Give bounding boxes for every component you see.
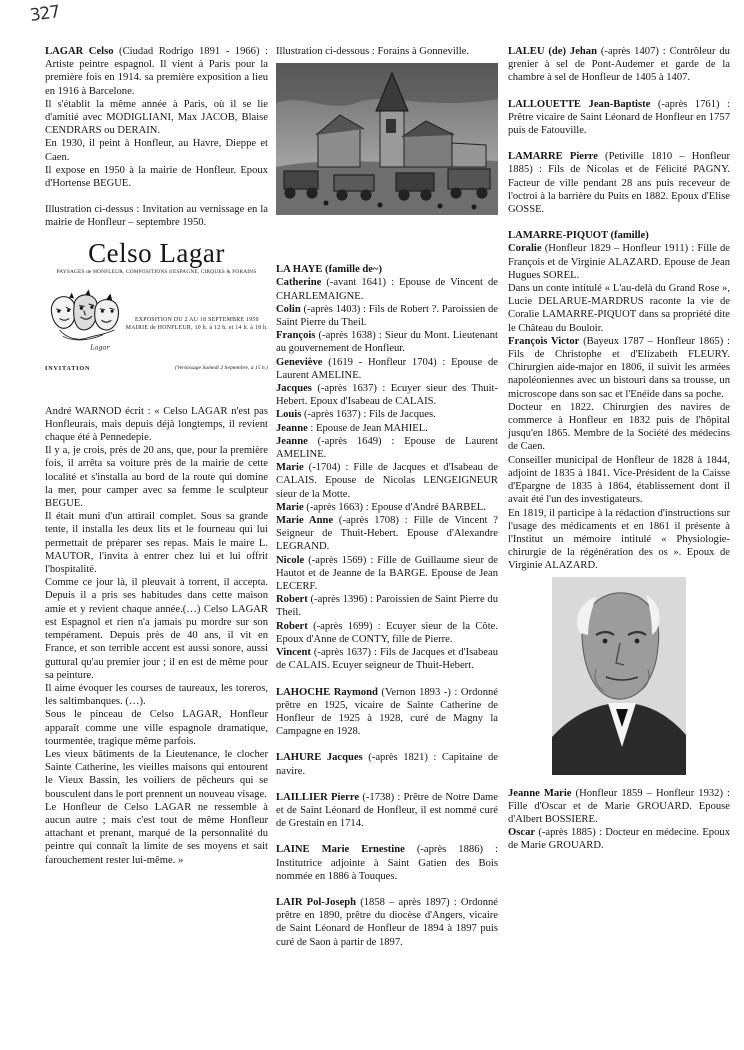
invitation-subtitle: PAYSAGES de HONFLEUR, COMPOSITIONS d'ESPAGNE, CIRQUES & FORAINS — [56, 268, 257, 275]
entry-text: (-après 1663) : Epouse d'André BARBEL. — [303, 501, 486, 513]
family-member-entry — [276, 461, 498, 501]
column-right — [508, 45, 730, 853]
paragraph: Dans un conte intitulé « L'au-delà du Grand Rose », Lucie DELARUE-MARDRUS raconte la vie de Coralie LAMARRE-PIQUOT dans sa propriété dite le Château du Bouloir. — [508, 283, 730, 334]
dictionary-entry — [276, 896, 498, 949]
entry-francois-victor: François Victor (Bayeux 1787 – Honfleur 1865) : Fils de Christophe et d'Elizabeth FLEURY. Chirurgien aide-major en 1806, il suivit les armées napoléoniennes avec un bistouri dans sa trousse, un microscope dans son sac et l'Enéide dans sa poche. — [508, 335, 730, 400]
entry-name: Jacques — [276, 383, 312, 395]
entry-laleu: LALEU (de) Jehan (-après 1407) : Contrôleur du grenier à sel de Pont-Audemer et garde de la chambre à sel de Honfleur de 1405 à 1407. — [508, 46, 730, 84]
paragraph: Le Honfleur de Celso LAGAR ne ressemble à aucun autre ; mais c'est tout de même Honfleur attachant et prenant, marqué de la personnalité du peintre qui connaît la limite de ses moyens et sait farouchement rester lui-même. » — [45, 801, 268, 866]
entry-lamarre-pierre: LAMARRE Pierre (Petiville 1810 – Honfleur 1885) : Fils de Nicolas et de Félicité PAGNY. Facteur de ville pendant 28 ans puis receveur de l'octroi à la barrière du Puits en 1882. Epoux d'Elise GOSSE. — [508, 151, 730, 216]
family-member-entry — [276, 435, 498, 461]
entry-name: Robert — [276, 620, 308, 632]
entry-text: (-après 1708) : Fille de Vincent ? Seigneur de Thuit-Hebert. Epouse d'Alexandre LEGRAND. — [276, 515, 499, 553]
paragraph: Il était muni d'un attirail complet. Sous sa grande tente, il installa les deux lits et le fourneau qui lui permettait de préparer ses repas. Mais le maire L. MAUTOR, l'invita à entrer chez lui et lui offrit l'hospitalité. — [45, 511, 268, 576]
entry-name: LAILLIER Pierre — [276, 791, 360, 803]
entry-text: (-après 1637) : Fils de Jacques et d'Isabeau de CALAIS. Ecuyer seigneur de Thuit-Hebert. — [276, 647, 498, 672]
family-member-entry — [276, 646, 498, 672]
entry-name: Marie — [276, 501, 304, 513]
invitation-dates: EXPOSITION DU 2 AU 18 SEPTEMBRE 1950 — [134, 316, 259, 323]
family-header: LAMARRE-PIQUOT (famille) — [508, 230, 649, 242]
column-middle — [276, 45, 498, 949]
paragraph: En 1930, il peint à Honfleur, au Havre, Dieppe et Caen. — [45, 138, 268, 163]
entry-name: Colin — [276, 303, 301, 315]
lahaye-entries — [276, 276, 498, 672]
family-member-entry — [276, 329, 498, 355]
paragraph: Il aime évoquer les courses de taureaux, les toreros, les saltimbanques. (…). — [45, 682, 268, 708]
entry-name: Jeanne — [276, 435, 308, 447]
portrait-photo — [552, 577, 686, 775]
column-left — [45, 45, 268, 867]
dictionary-entry — [276, 843, 498, 883]
family-member-entry — [276, 276, 498, 302]
paragraph: Docteur en 1822. Chirurgien des navires de commerce à Honfleur en 1832 puis de l'hôpital jusqu'en 1865. Membre de la Société des médecins de Caen. — [508, 401, 730, 453]
entry-name: Marie Anne — [276, 515, 334, 527]
paragraph: Il s'établit la même année à Paris, où il se lie d'amitié avec MODIGLIANI, Max JACOB, Blaise CENDRARS ou DERAIN. — [45, 98, 268, 137]
entry-text: (-1738) : Prêtre de Notre Dame et de Saint Léonard de Honfleur, il est nommé curé de Grestain en 1714. — [276, 791, 498, 830]
fair-painting-image — [276, 63, 498, 215]
invitation-card — [45, 238, 268, 373]
family-member-entry — [276, 382, 498, 408]
entry-name: LAIR Pol-Joseph — [276, 896, 357, 908]
entry-text: (-après 1638) : Sieur du Mont. Lieutenant au gouvernement de Honfleur. — [276, 330, 498, 355]
entry-name: François — [276, 330, 316, 342]
entry-text: (-après 1403) : Fils de Robert ?. Paroissien de Saint Pierre du Theil. — [276, 303, 498, 329]
entry-text: (-après 1637) : Ecuyer sieur des Thuit-Hebert. Epoux d'Isabeau de CALAIS. — [276, 383, 498, 408]
entry-name: Geneviève — [276, 356, 323, 368]
entry-name: Robert — [276, 594, 308, 606]
family-member-entry — [276, 356, 498, 382]
paragraph: Comme ce jour là, il pleuvait à torrent, il accepta. Depuis il a pris ses habitudes dans cette maison amie et y revient chaque année.(…) Celso LAGAR est Espagnol et rien n'a jamais pu mordre sur son tempérament. Depuis près de 40 ans, il vit en France, et son terrible accent est aussi sonore, aussi guttural qu'au premier jour ; il en est de même pour sa peinture. — [45, 577, 268, 681]
entry-text: (1619 - Honfleur 1704) : Epouse de Laurent AMELINE. — [276, 356, 498, 381]
entry-name: LAGAR Celso — [45, 46, 114, 57]
illustration-caption: Illustration ci-dessus : Invitation au vernissage en la mairie de Honfleur – septembre 1950. — [45, 204, 268, 229]
family-member-entry — [276, 620, 498, 646]
entry-text: (-après 1699) : Ecuyer sieur de la Côte. Epoux d'Anne de CONTY, fille de Pierre. — [276, 620, 498, 645]
entry-text: (-avant 1641) : Epouse de Vincent de CHARLEMAIGNE. — [276, 277, 498, 302]
illustration-caption: Illustration ci-dessous : Forains à Gonneville. — [276, 46, 470, 57]
invitation-hours: MAIRIE de HONFLEUR, 10 h. à 12 h. et 14 h. à 18 h. — [125, 324, 268, 331]
family-member-entry — [276, 593, 498, 619]
entry-name: Catherine — [276, 277, 322, 289]
entry-name: Nicole — [276, 554, 305, 566]
entry-text: (-après 1637) : Fils de Jacques. — [301, 409, 436, 421]
entry-name: LAHOCHE Raymond — [276, 686, 378, 698]
family-member-entry — [276, 408, 498, 421]
entry-text: (-après 1649) : Epouse de Laurent AMELINE. — [276, 435, 498, 461]
paragraph: André WARNOD écrit : « Celso LAGAR n'est pas Honfleurais, mais depuis déjà longtemps, il revient chaque été à Pennedepie. — [45, 405, 268, 444]
invitation-vernissage: (Vernissage Samedi 2 Septembre, à 15 h.) — [174, 364, 268, 371]
entry-text: (Vernon 1893 -) : Ordonné prêtre en 1925, vicaire de Sainte Catherine de Honfleur de 1925 à 1928, curé de Magny la Campagne en 1928. — [276, 686, 498, 738]
masks-drawing — [45, 280, 126, 362]
entry-text: (1858 – après 1897) : Ordonné prêtre en 1890, prêtre du diocèse d'Angers, vicaire de Saint Léonard de Honfleur de 1894 à 1897 puis curé de Saon à partir de 1897. — [276, 896, 498, 948]
paragraph: Conseiller municipal de Honfleur de 1828 à 1844, adjoint de 1835 à 1841. Vice-Président de la Caisse d'Epargne de 1835 à 1864, établissement dont il avait été l'un des investigateurs. — [508, 454, 730, 506]
entry-lallouette: LALLOUETTE Jean-Baptiste (-après 1761) : Prêtre vicaire de Saint Léonard de Honfleur en 1757 puis de Fatouville. — [508, 98, 730, 137]
family-member-entry — [276, 422, 498, 435]
entry-text: (-1704) : Fille de Jacques et d'Isabeau de CALAIS. Epouse de Nicolas LENGEIGNEUR sieur de la Motte. — [276, 462, 498, 500]
family-member-entry — [276, 514, 498, 554]
paragraph: Il y a, je crois, près de 20 ans, que, pour la première fois, il arrêta sa voiture près de la mairie de cette localité et s'installa au bord de la route qui domine la mer, pour camper avec sa femme le sculpteur BEGUE. — [45, 445, 268, 510]
dictionary-entry — [276, 791, 498, 831]
entry-name: LAINE Marie Ernestine — [276, 844, 405, 856]
family-header: LA HAYE (famille de~) — [276, 264, 383, 276]
paragraph: Sous le pinceau de Celso LAGAR, Honfleur apparaît comme une ville espagnole dramatique, tourmentée, tragique même parfois. — [45, 709, 268, 747]
family-member-entry — [276, 303, 498, 329]
family-member-entry — [276, 554, 498, 594]
invitation-signature: Lagar — [90, 342, 110, 351]
entry-lagar: LAGAR Celso (Ciudad Rodrigo 1891 - 1966) : Artiste peintre espagnol. Il vient à Paris pour la première fois en 1914. sa première exposition a lieu en 1916 à Barcelone. — [45, 46, 268, 97]
family-member-entry — [276, 501, 498, 514]
entry-coralie: Coralie (Honfleur 1829 – Honfleur 1911) : Fille de François et de Virginie ALAZARD. Epouse de Jean Hugues SOREL. — [508, 243, 730, 281]
entry-text: (-après 1886) : Institutrice adjointe à Saint Gatien des Bois nommée en 1886 à Touques. — [276, 844, 499, 882]
entry-name: Jeanne — [276, 422, 308, 434]
entry-name: Vincent — [276, 647, 311, 659]
entry-name: Louis — [276, 409, 302, 421]
paragraph: En 1819, il participe à la rédaction d'instructions sur l'usage des médicaments et en 1861 il présente à l'Institut un mémoire intitulé « Physiologie-chirurgie de la régénération des os ». Epoux de Virginie ALAZARD. — [508, 507, 730, 572]
entry-name: LAHURE Jacques — [276, 752, 363, 764]
entry-text: : Epouse de Jean MAHIEL. — [307, 422, 428, 434]
paragraph: Les vieux bâtiments de la Lieutenance, le clocher Sainte Catherine, les vieilles maisons qui entourent le Vieux Bassin, les voiliers de pêcheurs qui se bousculent dans le port prennent un nouveau visage. — [45, 748, 268, 800]
entry-text: (-après 1396) : Paroissien de Saint Pierre du Theil. — [276, 594, 498, 619]
dictionary-entry — [276, 751, 498, 777]
entry-name: Marie — [276, 462, 304, 474]
entry-oscar: Oscar (-après 1885) : Docteur en médecine. Epoux de Marie GROUARD. — [508, 827, 730, 852]
other-entries — [276, 686, 498, 949]
entry-text: (-après 1569) : Fille de Guillaume sieur de Hautot et de Jeanne de la BARGE. Epouse de Jean LECERF. — [276, 554, 498, 593]
entry-jeanne-marie: Jeanne Marie (Honfleur 1859 – Honfleur 1932) : Fille d'Oscar et de Marie GROUARD. Epouse d'Albert BOSSIERE. — [508, 787, 730, 825]
invitation-title: Celso Lagar — [88, 237, 225, 268]
paragraph: Il expose en 1950 à la mairie de Honfleur. Epoux d'Hortense BEGUE. — [45, 164, 268, 190]
invitation-info — [126, 280, 268, 332]
entry-text: (-après 1821) : Capitaine de navire. — [276, 752, 498, 777]
handwritten-page-number: 327 — [28, 2, 61, 26]
invitation-label: INVITATION — [45, 364, 91, 372]
dictionary-entry — [276, 686, 498, 739]
